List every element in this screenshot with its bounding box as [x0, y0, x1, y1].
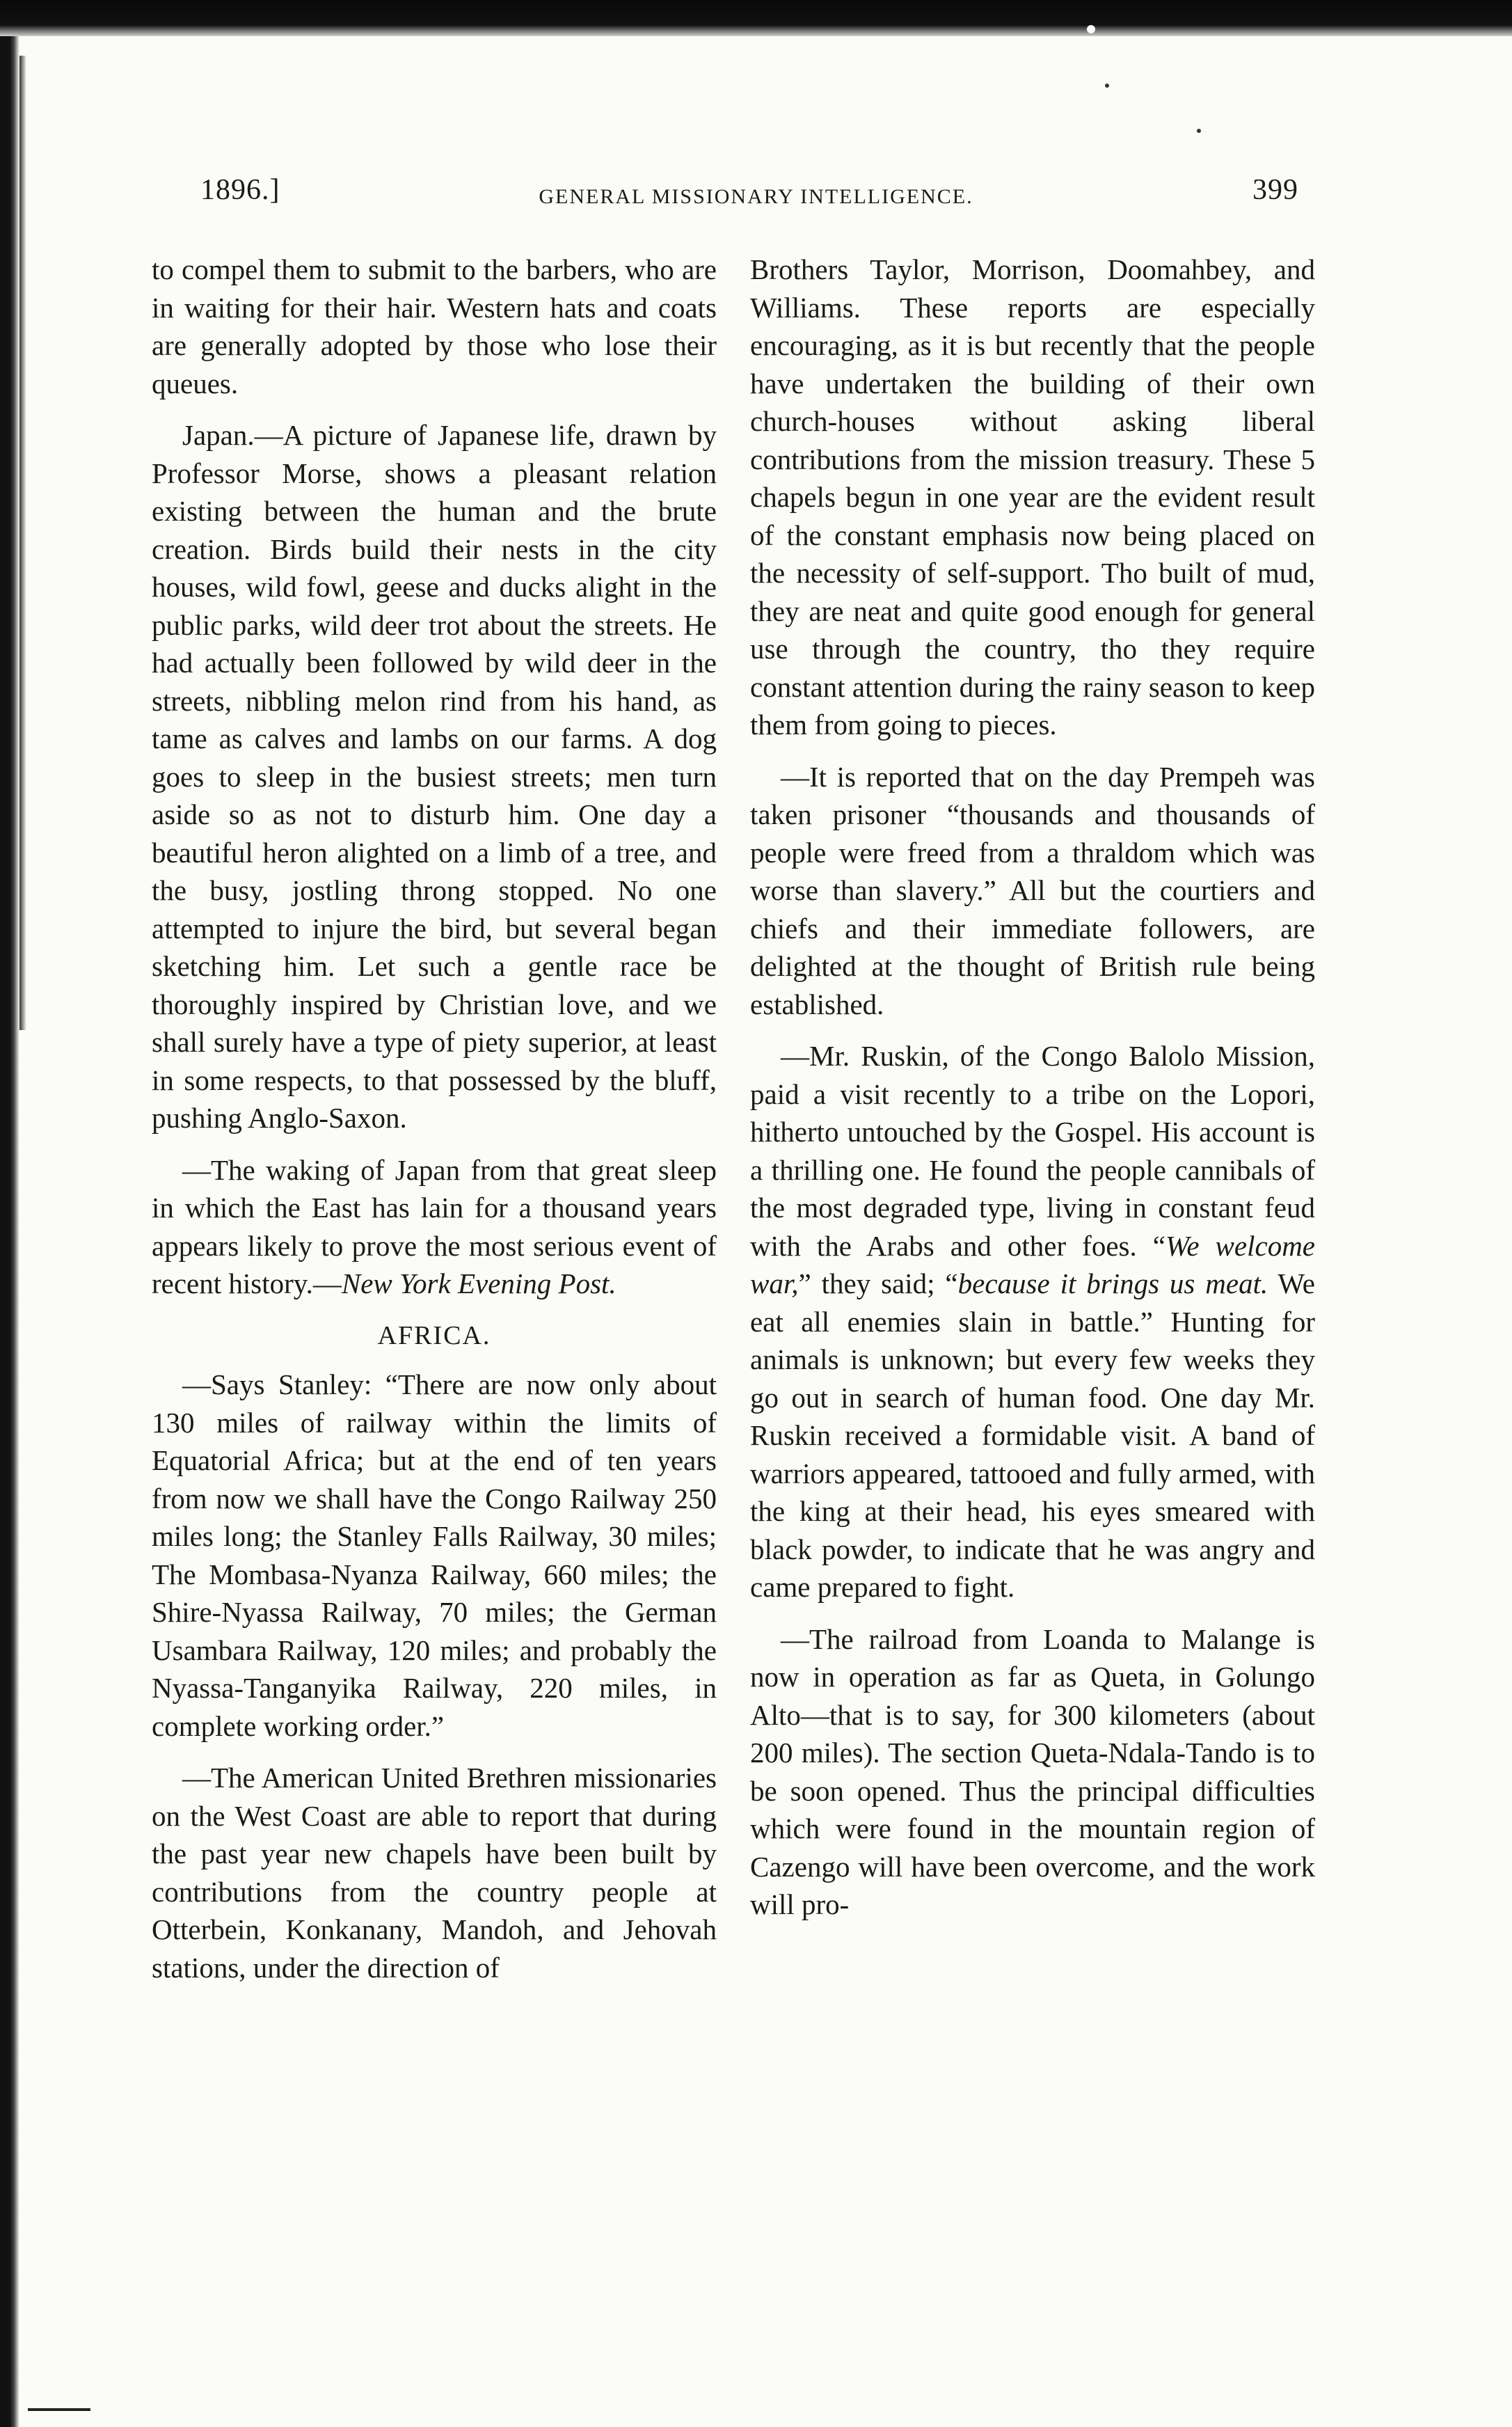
header-year: 1896.]	[200, 174, 280, 206]
paragraph-body: We eat all enemies slain in battle.” Hunting for animals is unknown; but every few weeks they go out in search of human food. One day Mr. Ruskin received a formidable visit. A band of warriors appeared, tattooed and fully armed, with the king at their head, his eyes smeared with black powder, to indicate that he was angry and came prepared to fight.	[750, 1267, 1315, 1603]
right-column	[750, 251, 1315, 1938]
paragraph: —Says Stanley: “There are now only about 130 miles of railway within the limits of Equatorial Africa; but at the end of ten years from now we shall have the Congo Railway 250 miles long; the Stanley Falls Railway, 30 miles; The Mombasa-Nyanza Railway, 660 miles; the Shire-Nyassa Railway, 70 miles; the German Usambara Railway, 120 miles; and probably the Nyassa-Tanganyika Railway, 220 miles, in complete working order.”	[152, 1368, 717, 1742]
paragraph-body: ” they said; “	[798, 1267, 958, 1299]
scan-speck	[1105, 84, 1109, 88]
page-number: 399	[1252, 174, 1298, 206]
paragraph: —The railroad from Loanda to Malange is now in operation as far as Queta, in Golungo Alto—that is to say, for 300 kilometers (about 200 miles). The section Queta-Ndala-Tando is to be soon opened. Thus the principal difficulties which were found in the mountain region of Cazengo will have been overcome, and the work will pro-	[750, 1622, 1315, 1920]
paragraph: —The American United Brethren missionaries on the West Coast are able to report that during the past year new chapels have been built by contributions from the country people at Otterbein, Konkanany, Mandoh, and Jehovah stations, under the direction of	[152, 1762, 717, 1984]
quoted-italic: because it brings us meat.	[957, 1267, 1268, 1299]
paragraph	[750, 1037, 1315, 1606]
running-title: GENERAL MISSIONARY INTELLIGENCE.	[539, 185, 973, 208]
top-border	[0, 0, 1512, 36]
paragraph: Brothers Taylor, Morrison, Doomahbey, and Williams. These reports are especially encouraging, as it is but recently that the people have undertaken the building of their own church-houses without asking liberal contributions from the mission treasury. These 5 chapels begun in one year are the evident result of the constant emphasis now being placed on the necessity of self-support. Tho built of mud, they are neat and quite good enough for general use through the country, tho they require constant attention during the rainy season to keep them from going to pieces.	[750, 253, 1315, 741]
quoted-italic: We welcome war,	[750, 1229, 1316, 1299]
left-binding-edge	[0, 36, 19, 2427]
paragraph	[152, 416, 717, 1137]
left-column	[152, 251, 717, 2000]
paragraph-body: —A picture of Japanese life, drawn by Professor Morse, shows a pleasant relation existing between the human and the brute creation. Birds build their nests in the city houses, wild fowl, geese and ducks alight in the public parks, wild deer trot about the streets. He had actually been followed by wild deer in the streets, nibbling melon rind from his hand, as tame as calves and lambs on our farms. A dog goes to sleep in the busiest streets; men turn aside so as not to disturb him. One day a beautiful heron alighted on a limb of a tree, and the busy, jostling throng stopped. No one attempted to injure the bird, but several began sketching him. Let such a gentle race be thoroughly inspired by Christian love, and we shall surely have a type of piety superior, at least in some respects, to that possessed by the bluff, pushing Anglo-Saxon.	[152, 419, 717, 1134]
paragraph-body: —The waking of Japan from that great sleep in which the East has lain for a thousand years appears likely to prove the most serious event of recent history.—	[152, 1153, 717, 1299]
scan-speck	[1197, 129, 1201, 133]
paragraph: —It is reported that on the day Prempeh was taken prisoner “thousands and thousands of people were freed from a thraldom which was worse than slavery.” All but the courtiers and chiefs and their immediate followers, are delighted at the thought of British rule being established.	[750, 760, 1315, 1020]
paragraph-body: —Mr. Ruskin, of the Congo Balolo Mission, paid a visit recently to a tribe on the Lopori, hitherto untouched by the Gospel. His account is a thrilling one. He found the people cannibals of the most degraded type, living in constant feud with the Arabs and other foes. “	[750, 1040, 1315, 1262]
scan-artifact-dot	[1087, 25, 1095, 33]
section-heading: AFRICA.	[377, 1320, 491, 1350]
paragraph: to compel them to submit to the barbers, who are in waiting for their hair. Western hats and coats are generally adopted by those who lose their queues.	[152, 253, 717, 400]
paragraph-lead: Japan.	[182, 419, 255, 451]
source-citation: New York Evening Post.	[341, 1267, 616, 1299]
paragraph	[152, 1151, 717, 1303]
bottom-edge-mark	[28, 2408, 90, 2411]
